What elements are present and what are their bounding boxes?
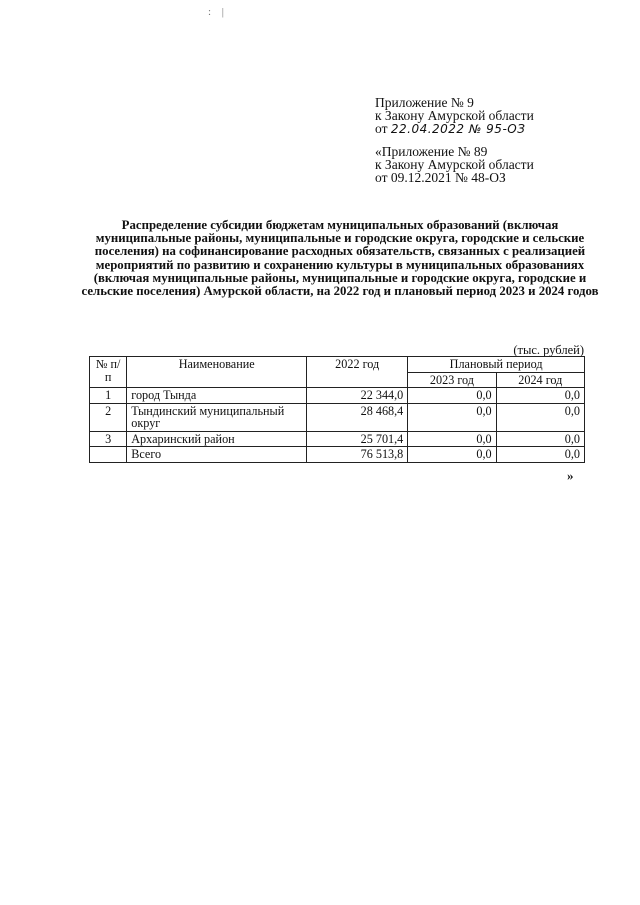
appendix-previous-title: «Приложение № 89	[375, 144, 488, 159]
subsidy-table	[89, 356, 585, 463]
table-row	[90, 431, 585, 447]
document-title: Распределение субсидии бюджетам муниципальных образований (включая муниципальные районы, муниципальные и городские округа, городские и сельские поселения) на софинансирование расходных обязательств, связанных с реализацией мероприятий по развитию и сохранению культуры в муниципальных образованиях (включая муниципальные районы, муниципальные и городские округа, городские и сельские поселения) Амурской области, на 2022 год и плановый период 2023 и 2024 годов	[81, 218, 599, 299]
row-value-2024: 0,0	[496, 403, 584, 431]
table-row	[90, 403, 585, 431]
row-name: город Тында	[127, 388, 307, 404]
header-num: № п/п	[90, 357, 127, 388]
row-value-2024: 0,0	[496, 388, 584, 404]
row-value-2023: 0,0	[408, 403, 496, 431]
total-value-2022: 76 513,8	[307, 447, 408, 463]
header-2023: 2023 год	[408, 372, 496, 388]
date-prefix: от	[375, 121, 388, 136]
row-value-2024: 0,0	[496, 431, 584, 447]
appendix-current-date	[375, 122, 534, 136]
total-value-2024: 0,0	[496, 447, 584, 463]
header-2022: 2022 год	[307, 357, 408, 388]
table-row	[90, 388, 585, 404]
closing-quote: »	[567, 468, 574, 483]
appendix-previous	[375, 145, 534, 184]
handwritten-date-number: 22.04.2022 № 95-ОЗ	[390, 122, 526, 136]
appendix-current-law: к Закону Амурской области	[375, 108, 534, 123]
row-value-2022: 22 344,0	[307, 388, 408, 404]
row-num: 2	[90, 403, 127, 431]
row-value-2022: 28 468,4	[307, 403, 408, 431]
appendix-previous-law: к Закону Амурской области	[375, 157, 534, 172]
header-2024: 2024 год	[496, 372, 584, 388]
row-name: Архаринский район	[127, 431, 307, 447]
total-label: Всего	[127, 447, 307, 463]
total-num-cell	[90, 447, 127, 463]
total-value-2023: 0,0	[408, 447, 496, 463]
appendix-previous-date: от 09.12.2021 № 48-ОЗ	[375, 170, 506, 185]
table-total-row	[90, 447, 585, 463]
row-name: Тындинский муниципальный округ	[127, 403, 307, 431]
header-planned-period: Плановый период	[408, 357, 585, 373]
row-num: 1	[90, 388, 127, 404]
row-value-2023: 0,0	[408, 431, 496, 447]
header-name: Наименование	[127, 357, 307, 388]
row-value-2022: 25 701,4	[307, 431, 408, 447]
appendix-current-title: Приложение № 9	[375, 95, 474, 110]
row-value-2023: 0,0	[408, 388, 496, 404]
row-num: 3	[90, 431, 127, 447]
units-note: (тыс. рублей)	[513, 343, 584, 357]
scan-margin-marks: : |	[208, 6, 229, 18]
appendix-current	[375, 96, 534, 136]
